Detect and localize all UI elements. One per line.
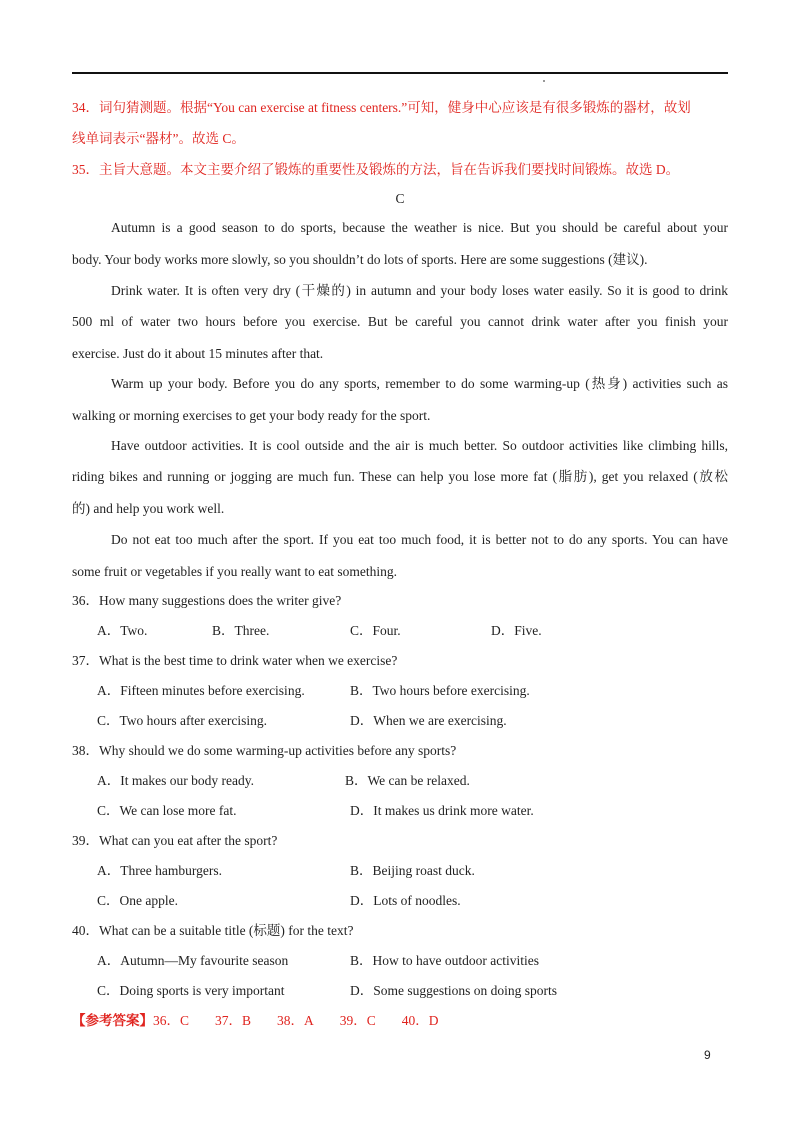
question-40-option-c[interactable]: C．Doing sports is very important [97,983,285,998]
answer-39: 39．C [339,1013,376,1028]
question-36-stem: 36．How many suggestions does the writer give? [72,593,342,608]
question-39-option-a[interactable]: A．Three hamburgers. [97,863,222,878]
question-36-option-a[interactable]: A．Two. [97,623,148,638]
question-40-option-a[interactable]: A．Autumn—My favourite season [97,953,289,968]
question-39-option-d[interactable]: D．Lots of noodles. [350,893,461,908]
question-38-option-b[interactable]: B．We can be relaxed. [345,773,470,788]
passage-p2-line2: 500 ml of water two hours before you exercise. But be careful you cannot drink water after you finish your [72,314,728,329]
answer-key [72,1012,439,1030]
question-37-option-d[interactable]: D．When we are exercising. [350,713,507,728]
passage-p3-line2: walking or morning exercises to get your body ready for the sport. [72,408,431,423]
question-36-option-c[interactable]: C．Four. [350,623,401,638]
header-dot [543,80,545,82]
page-number: 9 [704,1048,711,1062]
passage-p4-line2: riding bikes and running or jogging are much fun. These can help you lose more fat (脂肪), get you relaxed (放松 [72,469,728,484]
question-37-option-a[interactable]: A．Fifteen minutes before exercising. [97,683,305,698]
question-39-option-c[interactable]: C．One apple. [97,893,178,908]
question-37-option-c[interactable]: C．Two hours after exercising. [97,713,268,728]
question-38-option-c[interactable]: C．We can lose more fat. [97,803,237,818]
question-40-option-d[interactable]: D．Some suggestions on doing sports [350,983,558,998]
answer-key-label: 【参考答案】 [72,1013,153,1028]
question-39-option-b[interactable]: B．Beijing roast duck. [350,863,475,878]
explanation-34-line2: 线单词表示“器材”。故选 C。 [72,131,245,146]
explanation-35: 35．主旨大意题。本文主要介绍了锻炼的重要性及锻炼的方法，旨在告诉我们要找时间锻炼。故选 D。 [72,162,680,177]
answer-40: 40．D [401,1013,439,1028]
passage-p2-line3: exercise. Just do it about 15 minutes after that. [72,346,324,361]
passage-p2-line1: Drink water. It is often very dry (干燥的) in autumn and your body loses water easily. So it is good to drink [111,283,728,298]
passage-p4-line1: Have outdoor activities. It is cool outside and the air is much better. So outdoor activities like climbing hills, [111,438,728,453]
passage-p3-line1: Warm up your body. Before you do any sports, remember to do some warming-up (热身) activities such as [111,376,728,391]
question-37-option-b[interactable]: B．Two hours before exercising. [350,683,530,698]
passage-p5-line1: Do not eat too much after the sport. If you eat too much food, it is better not to do any sports. You can have [111,532,728,547]
question-38-stem: 38．Why should we do some warming-up activities before any sports? [72,743,457,758]
passage-p5-line2: some fruit or vegetables if you really want to eat something. [72,564,398,579]
header-rule [72,72,728,74]
question-36-option-b[interactable]: B．Three. [212,623,270,638]
explanation-34-line1: 34．词句猜测题。根据“You can exercise at fitness centers.”可知，健身中心应该是有很多锻炼的器材，故划 [72,100,691,115]
answer-37: 37．B [215,1013,252,1028]
passage-p1-line2: body. Your body works more slowly, so you shouldn’t do lots of sports. Here are some suggestions (建议). [72,252,648,267]
passage-p1-line1: Autumn is a good season to do sports, because the weather is nice. But you should be careful about your [111,220,728,235]
question-40-option-b[interactable]: B．How to have outdoor activities [350,953,539,968]
question-38-option-d[interactable]: D．It makes us drink more water. [350,803,534,818]
question-40-stem: 40．What can be a suitable title (标题) for the text? [72,923,354,938]
answer-36: 36．C [153,1013,190,1028]
question-39-stem: 39．What can you eat after the sport? [72,833,278,848]
question-37-stem: 37．What is the best time to drink water when we exercise? [72,653,398,668]
passage-p4-line3: 的) and help you work well. [72,501,225,516]
question-38-option-a[interactable]: A．It makes our body ready. [97,773,254,788]
answer-38: 38．A [277,1013,314,1028]
question-36-option-d[interactable]: D．Five. [491,623,542,638]
section-label: C [395,191,405,206]
